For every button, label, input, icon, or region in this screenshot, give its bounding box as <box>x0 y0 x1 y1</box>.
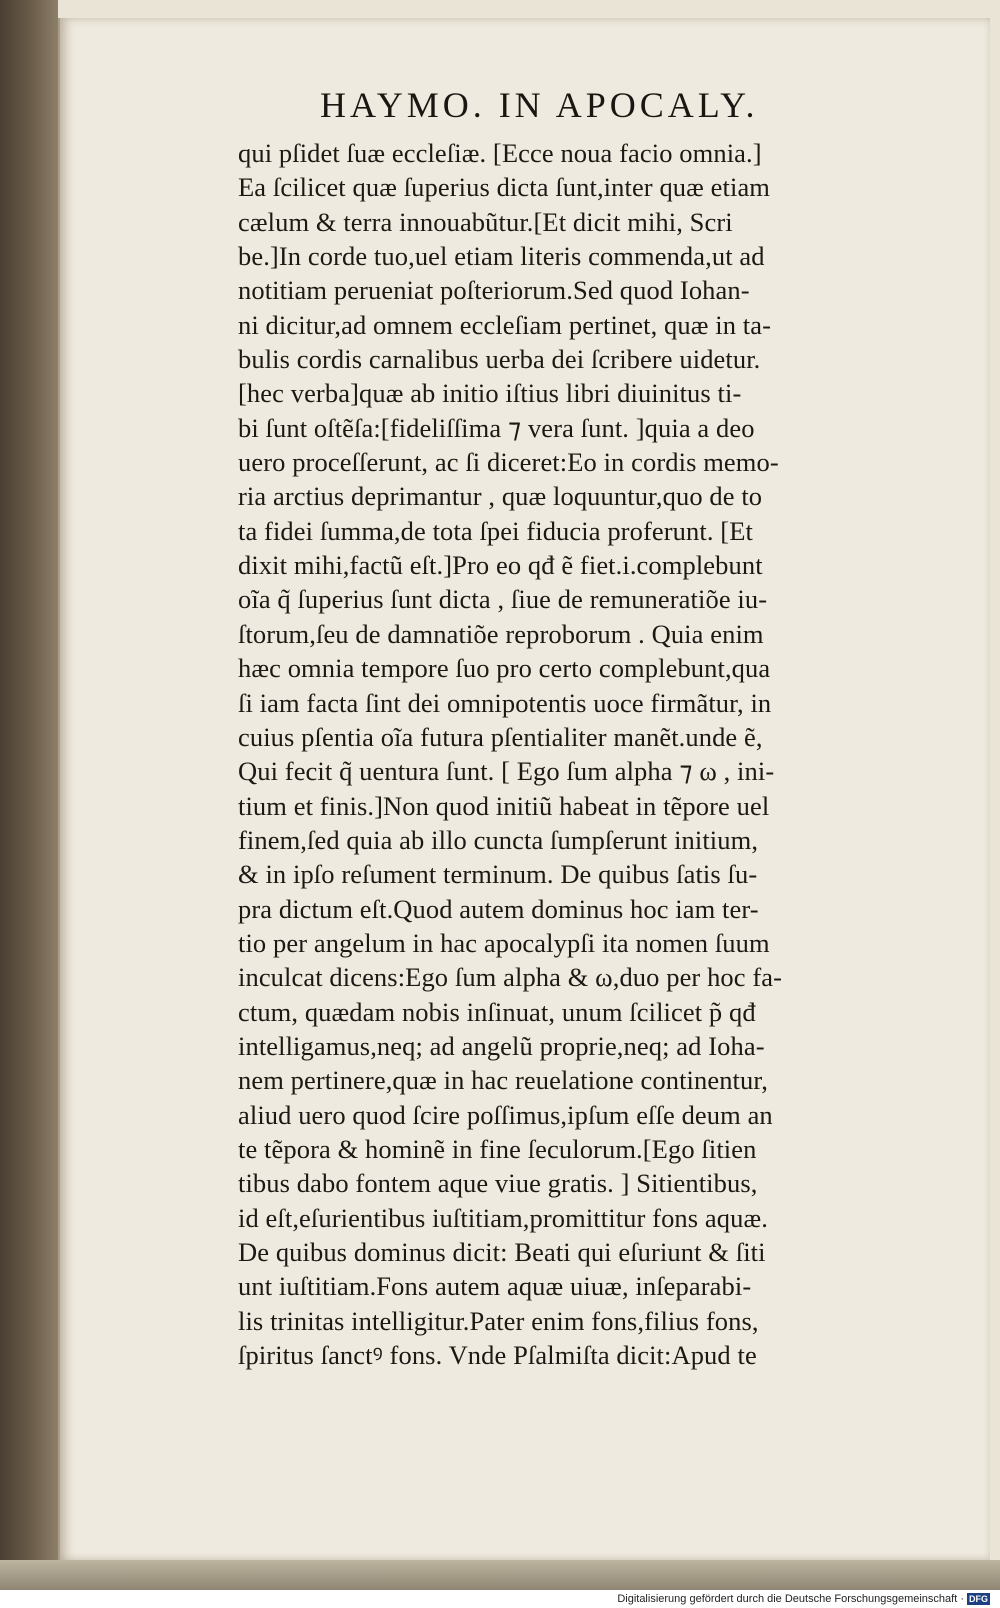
text-line: Ea ſcilicet quæ ſuperius dicta ſunt,inter quæ etiam <box>238 172 771 203</box>
text-line: uero proceſſerunt, ac ſi diceret:Eo in cordis memo- <box>238 447 779 478</box>
dfg-logo: DFG <box>969 1594 988 1605</box>
text-line: tio per angelum in hac apocalypſi ita nomen ſuum <box>238 927 770 958</box>
text-line: [hec verba]quæ ab initio iſtius libri diuinitus ti- <box>238 378 742 409</box>
text-line: ni dicitur,ad omnem eccleſiam pertinet, quæ in ta- <box>238 309 772 340</box>
text-line: dixit mihi,factũ eſt.]Pro eo qđ ẽ fiet.i.complebunt <box>238 550 763 581</box>
text-line: cælum & terra innouabũtur.[Et dicit mihi, Scri <box>238 206 733 237</box>
text-line: intelligamus,neq; ad angelũ proprie,neq; ad Ioha- <box>238 1030 765 1061</box>
text-line: qui pſidet ſuæ eccleſiæ. [Ecce noua facio omnia.] <box>238 138 762 168</box>
text-line: unt iuſtitiam.Fons autem aquæ uiuæ, inſeparabi- <box>238 1271 752 1302</box>
text-line: aliud uero quod ſcire poſſimus,ipſum eſſe deum an <box>238 1099 773 1130</box>
running-head: HAYMO. IN APOCALY. <box>320 85 759 125</box>
text-line: inculcat dicens:Ego ſum alpha & ω,duo per hoc fa- <box>238 962 783 993</box>
text-line: tibus dabo fontem aque viue gratis. ] Sitientibus, <box>238 1168 758 1199</box>
body-text <box>238 136 958 1372</box>
text-line: bulis cordis carnalibus uerba dei ſcribere uidetur. <box>238 344 761 375</box>
text-line: & in ipſo reſument terminum. De quibus ſatis ſu- <box>238 859 758 890</box>
text-line: ctum, quædam nobis inſinuat, unum ſcilicet p̃ qđ <box>238 996 756 1027</box>
text-line: nem pertinere,quæ in hac reuelatione continentur, <box>238 1065 768 1096</box>
text-line: notitiam perueniat poſteriorum.Sed quod Iohan- <box>238 275 750 306</box>
credit-text: Digitalisierung gefördert durch die Deutsche Forschungsgemeinschaft · <box>617 1593 964 1605</box>
text-line: pra dictum eſt.Quod autem dominus hoc iam ter- <box>238 893 759 924</box>
text-line: oĩa q̃ ſuperius ſunt dicta , ſiue de remuneratiõe iu- <box>238 584 768 615</box>
text-line: hæc omnia tempore ſuo pro certo complebunt,qua <box>238 653 771 684</box>
text-line: finem,ſed quia ab illo cuncta ſumpſerunt initium, <box>238 824 759 855</box>
text-line: ta fidei ſumma,de tota ſpei fiducia proferunt. [Et <box>238 515 753 546</box>
text-line: ria arctius deprimantur , quæ loquuntur,quo de to <box>238 481 763 512</box>
book-bottom-edge <box>0 1560 1000 1590</box>
text-line: Qui fecit q̃ uentura ſunt. [ Ego ſum alpha ⁊ ω , ini- <box>238 756 775 787</box>
text-line: De quibus dominus dicit: Beati qui eſuriunt & ſiti <box>238 1237 766 1267</box>
text-line: te tẽpora & hominẽ in fine ſeculorum.[Ego ſitien <box>238 1133 757 1164</box>
text-line: tium et finis.]Non quod initiũ habeat in tẽpore uel <box>238 790 770 821</box>
digitization-credit <box>590 1591 990 1608</box>
text-line: lis trinitas intelligitur.Pater enim fons,filius fons, <box>238 1305 759 1336</box>
text-line: id eſt,eſurientibus iuſtitiam,promittitur fons aquæ. <box>238 1202 768 1233</box>
text-line: ſtorum,ſeu de damnatiõe reproborum . Quia enim <box>238 618 764 649</box>
text-line: ſi iam facta ſint dei omnipotentis uoce firmãtur, in <box>238 687 772 718</box>
text-line: be.]In corde tuo,uel etiam literis commenda,ut ad <box>238 241 765 272</box>
book-binding-edge <box>0 0 58 1590</box>
text-line: ſpiritus ſanctꝰ fons. Vnde Pſalmiſta dicit:Apud te <box>238 1340 757 1371</box>
text-line: cuius pſentia oĩa futura pſentialiter manẽt.unde ẽ, <box>238 721 763 752</box>
text-line: bi ſunt oſtẽſa:[fideliſſima ⁊ vera ſunt. ]quia a deo <box>238 412 755 443</box>
